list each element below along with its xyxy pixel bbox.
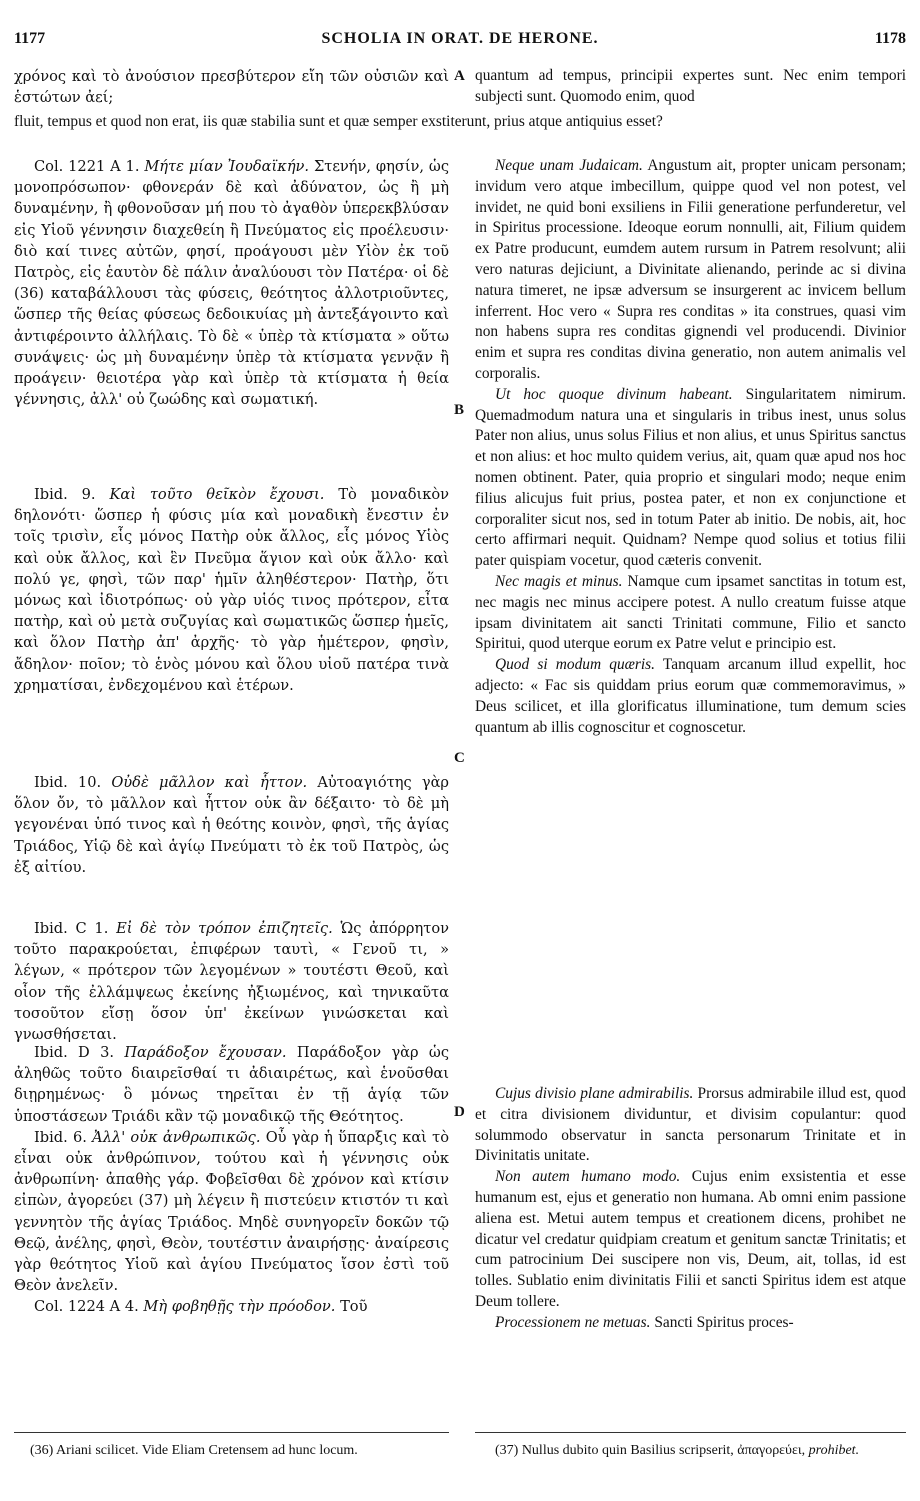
footnote-greek: ἀπαγορεύει, — [737, 1443, 806, 1458]
scholion-text: Cujus enim exsistentia et esse humanum est, ejus et generatio non humana. Ab omni enim passione aliena est. Metui autem tempus et creationem dicens, prohibet ne dicatur vel credatur quidpiam creatum et genitum sanctæ Trinitatis; et cum patrocinium Dei suscipere non vis, Deum, ait, tollas, id est tolles. Sublatio enim divinitatis Filii et sancti Spiritus idem est atque Deum tollere. — [475, 1168, 906, 1310]
latin-scholion — [475, 1313, 906, 1334]
greek-column — [14, 1042, 449, 1318]
latin-scholion — [475, 1167, 906, 1313]
full-width-line — [14, 111, 906, 132]
greek-scholion — [14, 156, 449, 410]
scholion-text: Παράδοξον γὰρ ὡς ἀληθῶς τοῦτο διαιρεῖσθαί τι ἀδιαιρέτως, καὶ ἑνοῦσθαι διῃρημένως· ὃ μόνως τηρεῖται ἐν τῇ ἁγίᾳ τῶν ὑποστάσεων Τριάδι κἂν τῷ μοναδικῷ τῆς Θεότητος. — [14, 1044, 449, 1125]
lemma: Μήτε μίαν Ἰουδαϊκήν. — [144, 158, 310, 175]
greek-scholion — [14, 484, 449, 696]
footnote-gloss: prohibet. — [808, 1443, 860, 1458]
margin-letter-c: C — [454, 750, 465, 766]
page-number-right: 1178 — [874, 30, 906, 47]
greek-intro — [14, 66, 449, 108]
footnote-37 — [495, 1442, 905, 1460]
footnote-rule-right — [475, 1432, 906, 1433]
ref: Ibid. 6. — [34, 1128, 87, 1146]
lemma: Ἀλλ' οὐκ ἀνθρωπικῶς. — [92, 1128, 261, 1146]
margin-letter-a: A — [454, 68, 465, 84]
margin-letter-b: B — [454, 402, 465, 418]
scholion-text: Τὸ μοναδικὸν δηλονότι· ὥσπερ ἡ φύσις μία καὶ μοναδικὴ ἔνεστιν ἐν τοῖς τρισὶν, εἷς μόνος Πατὴρ οὐκ ἄλλος, εἷς μόνος Υἱὸς καὶ οὐκ ἄλλος, καὶ ἓν Πνεῦμα ἅγιον καὶ οὐκ ἄλλο· καὶ πολύ γε, φησὶ, τῶν παρ' ἡμῖν ἀληθέστερον· Πατὴρ, ὅτι μόνως καὶ ἰδιοτρόπως· οὐ γὰρ υἱός τινος πρότερον, εἶτα πατὴρ, καὶ οὐ μετὰ συζυγίας καὶ σωματικῶς ὥσπερ ἡμεῖς, καὶ ὅλον Πατὴρ ἀπ' ἀρχῆς· τὸ γὰρ ἡμέτερον, φησὶν, ἄδηλον· ποῖον; τὸ ἑνὸς μόνου καὶ ὅλου υἱοῦ πατέρα τινὰ χρηματίσαι, ἐνδεχομένου καὶ ἑτέρων. — [14, 486, 450, 694]
scholion-text: Στενήν, φησίν, ὡς μονοπρόσωπον· φθονεράν δὲ καὶ ἀδύνατον, ὡς ἢ μὴ δυναμένην, ἢ φθονοῦσαν μή που τὸ ἀγαθὸν ὑπερεκβλύσαν εἰς Υἱοῦ γέννησιν διαχεθείη ἢ Πνεύματος εἰς προέλευσιν· διὸ καί τινες αὐτῶν, φησί, προάγουσι μὲν Υἱὸν ἐκ τοῦ Πατρὸς, εἰς ἑαυτὸν δὲ πάλιν ἀναλύουσι τὸν Πατέρα· οἱ δὲ (36) καταβάλλουσι τὰς φύσεις, θεότητος ἀλλοτριοῦντες, ὥσπερ τῆς θείας φύσεως δεδοικυίας μὴ ἀντεξάγοιντο καὶ ἀντιφέροιντο ἀλλήλαις. Τὸ δὲ « ὑπὲρ τὰ κτίσματα » οὕτω συνάψεις· ὡς μὴ δυναμένην ὑπὲρ τὰ κτίσματα γεννᾷν ἢ προάγειν· θειοτέρα γὰρ καὶ ὑπὲρ τὰ κτίσματα ἡ θεία γέννησις, ἀλλ' οὐ ζωώδης καὶ σωματική. — [14, 158, 450, 409]
latin-scholion — [475, 385, 906, 572]
page-number-left: 1177 — [14, 30, 46, 47]
scholion-text: Namque cum ipsamet sanctitas in totum est, nec magis nec minus accipere potest. A nullo creatum fuisse atque ipsam divinitatem ait sancti Trinitati commune, Filio et sancto Spiritui, quod uterque eorum ex Patre velut e principio est. — [475, 572, 906, 653]
lemma: Processionem ne metuas. — [495, 1313, 651, 1331]
greek-column — [14, 772, 449, 878]
lemma: Non autem humano modo. — [495, 1168, 681, 1186]
running-title: SCHOLIA IN ORAT. DE HERONE. — [321, 30, 599, 47]
latin-scholion — [475, 156, 906, 385]
latin-intro — [475, 66, 906, 108]
margin-letter-d: D — [454, 1104, 465, 1120]
scholion-text: Tanquam arcanum illud expellit, hoc adjecto: « Fac sis quiddam prius eorum quæ commemoravimus, » Deus scilicet, et illa glorificatus illuminatione, tum demum scies quantum ab illis cognoscitur et cognoscetur. — [475, 656, 906, 736]
ref: Ibid. 10. — [34, 774, 102, 791]
ref: Ibid. C 1. — [34, 920, 109, 937]
lemma: Nec magis et minus. — [495, 572, 623, 590]
ref: Ibid. D 3. — [34, 1044, 114, 1061]
greek-column — [14, 484, 449, 696]
greek-paragraph: χρόνος καὶ τὸ ἀνούσιον πρεσβύτερον εἴη τῶν οὐσιῶν καὶ ἑστώτων ἀεί; — [14, 68, 449, 107]
ref: Col. 1221 A 1. — [34, 158, 140, 175]
lemma: Μὴ φοβηθῇς τὴν πρόοδον. — [143, 1298, 336, 1316]
greek-column — [14, 156, 449, 410]
lemma: Εἰ δὲ τὸν τρόπον ἐπιζητεῖς. — [116, 920, 333, 937]
lemma: Καὶ τοῦτο θεῖκὸν ἔχουσι. — [109, 486, 325, 503]
latin-column — [475, 156, 906, 738]
latin-scholion — [475, 572, 906, 655]
greek-scholion — [14, 918, 449, 1045]
scholion-text: Αὐτοαγιότης γὰρ ὅλον ὄν, τὸ μᾶλλον καὶ ἧττον οὐκ ἂν δέξαιτο· τὸ δὲ μὴ γεγονέναι ὑπό τινος καὶ ἡ θεότης κοινὸν, φησὶ, τῆς ἁγίας Τριάδος, Υἱῷ δὲ καὶ ἁγίῳ Πνεύματι τὸ ἐκ τοῦ Πατρὸς, ὡς ἐξ αἰτίου. — [14, 774, 450, 876]
scholion-text: Singularitatem nimirum. Quemadmodum natura una et singularis in tribus inest, unus solus Pater non alius, unus solus Filius et non alius, et unus Spiritus sanctus et non alius: et hoc multo quidem verius, ait, quam quæ apud nos hoc nomen obtinent. Pater, quia proprio et singulari modo; neque enim filius alicujus fuit prius, postea pater, et non ex conjunctione et corporaliter sicut nos, sed in totum Pater ab initio. De nobis, ait, hoc certo affirmari nequit. Quidnam? Nempe quod solius et totius filii pater quispiam vocetur, quod cæteris convenit. — [475, 385, 906, 570]
scholion-text: Sancti Spiritus proces- — [654, 1313, 794, 1331]
running-header — [14, 30, 906, 60]
scholion-text: Τοῦ — [340, 1298, 368, 1316]
latin-scholion — [475, 655, 906, 738]
ref: Col. 1224 A 4. — [34, 1298, 139, 1316]
latin-paragraph: fluit, tempus et quod non erat, iis quæ stabilia sunt et quæ semper exstiterunt, prius atque antiquius esset? — [14, 113, 663, 130]
greek-scholion — [14, 772, 449, 878]
lemma: Neque unam Judaicam. — [495, 157, 643, 174]
latin-column — [475, 1084, 906, 1334]
lemma: Quod si modum quæris. — [495, 656, 656, 674]
footnote-rule-left — [14, 1432, 449, 1433]
greek-scholion — [14, 1042, 449, 1127]
footnote-text: (37) Nullus dubito quin Basilius scripserit, — [495, 1443, 734, 1458]
lemma: Παράδοξον ἔχουσαν. — [124, 1044, 287, 1061]
latin-paragraph: quantum ad tempus, principii expertes sunt. Nec enim tempori subjecti sunt. Quomodo enim, quod — [475, 67, 906, 105]
greek-scholion — [14, 1296, 449, 1317]
lemma: Cujus divisio plane admirabilis. — [495, 1085, 694, 1102]
ref: Ibid. 9. — [34, 486, 96, 503]
scholion-text: Ὡς ἀπόρρητον τοῦτο παρακρούεται, ἐπιφέρων ταυτὶ, « Γενοῦ τι, » λέγων, « πρότερον τῶν λεγομένων » τουτέστι Θεοῦ, καὶ οἷον τῆς ἐλλάμψεως ἐκείνης ἠξιωμένος, καὶ τηνικαῦτα τοσοῦτον εἴσῃ ὅσον ὑπ' ἐκείνων γινώσκεται καὶ γνωσθήσεται. — [14, 920, 449, 1044]
scholion-text: Οὗ γὰρ ἡ ὕπαρξις καὶ τὸ εἶναι οὐκ ἀνθρώπινον, τούτου καὶ ἡ γέννησις οὐκ ἀνθρωπίνη· ἀπαθὴς γάρ. Φοβεῖσθαι δὲ χρόνον καὶ κτίσιν εἰπὼν, ἀγορεύει (37) μὴ λέγειν ἢ πιστεύειν κτιστόν τι καὶ γεννητὸν τῆς ἁγίας Τριάδος. Μηδὲ συνηγορεῖν δοκῶν τῷ Θεῷ, ἀνέλης, φησὶ, Θεὸν, τουτέστιν ἀναιρήσῃς· ἀναίρεσις γὰρ θεότητος Υἱοῦ καὶ ἁγίου Πνεύματος ἴσον ἐστὶ τοῦ Θεὸν ἀνελεῖν. — [14, 1128, 449, 1295]
lemma: Οὐδὲ μᾶλλον καὶ ἧττον. — [111, 774, 308, 791]
greek-column — [14, 918, 449, 1045]
greek-scholion — [14, 1127, 449, 1297]
latin-scholion — [475, 1084, 906, 1167]
lemma: Ut hoc quoque divinum habeant. — [495, 385, 733, 403]
footnote-36: (36) Ariani scilicet. Vide Eliam Cretensem ad hunc locum. — [30, 1443, 358, 1458]
scholion-text: Angustum ait, propter unicam personam; invidum vero atque imbecillum, quippe quod vel non potest, vel invidet, ne quid boni exsiliens in Filii generatione perfunderetur, vel in Spiritus processione. Ideoque eorum nonnulli, ait, Filium quidem ex Patre producunt, eumdem autem rursum in Patrem resolvunt; alii vero naturas dejiciunt, a Divinitate alienando, perinde ac si divina natura timeret, ne ipsæ adversum se insurgerent ac invicem bellum inferrent. Hoc vero « Supra res conditas » ita construes, quasi vim non habens supra res conditas gignendi vel producendi. Divinior enim et supra res conditas divina generatio, non autem animalis vel corporalis. — [475, 157, 907, 382]
scholion-text: Prorsus admirabile illud est, quod et citra divisionem dividuntur, et divisim copulantur: quod solummodo observatur in sancta personarum Trinitate et in Divinitatis unitate. — [475, 1085, 906, 1165]
